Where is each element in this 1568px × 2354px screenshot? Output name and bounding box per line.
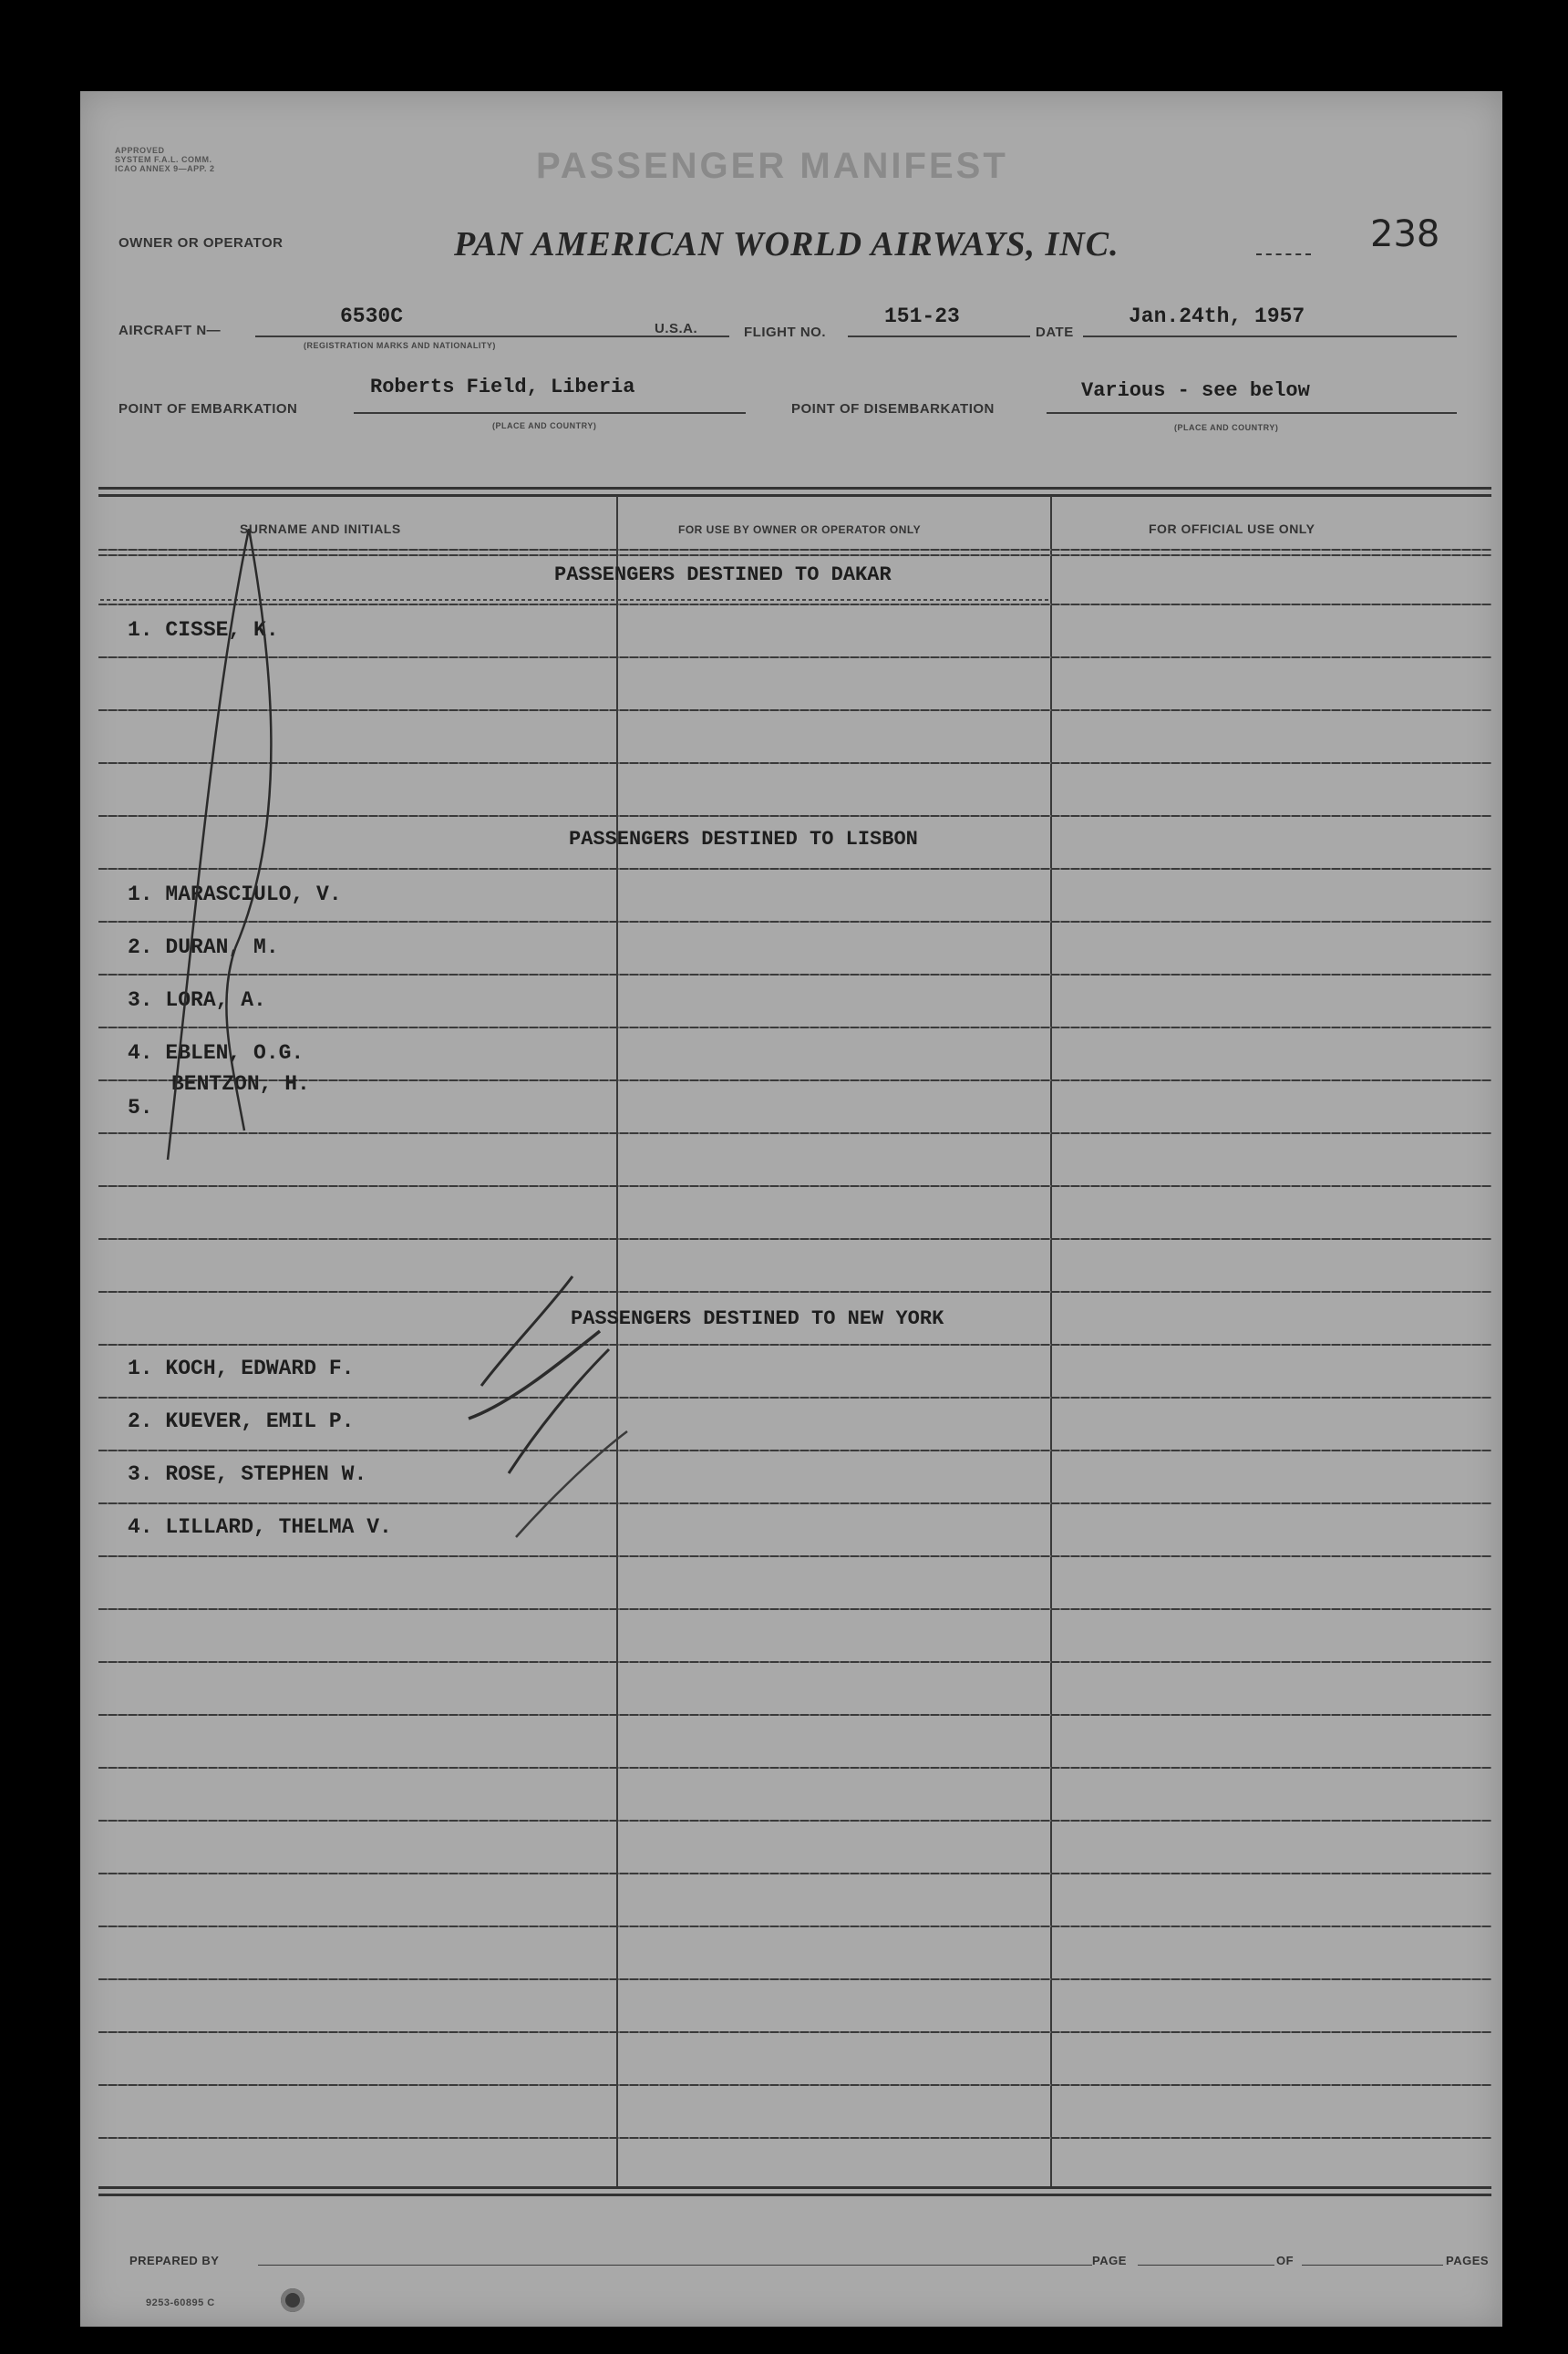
flight-label: FLIGHT NO. [744, 325, 826, 340]
embark-label: POINT OF EMBARKATION [119, 401, 298, 417]
new-york-check-mark-1 [481, 1276, 573, 1386]
of-label: OF [1276, 2254, 1295, 2267]
disembark-label: POINT OF DISEMBARKATION [791, 401, 995, 417]
owner-value: PAN AMERICAN WORLD AIRWAYS, INC. [454, 225, 1119, 263]
approval-line-2: SYSTEM F.A.L. COMM. [115, 155, 212, 164]
of-line [1302, 2265, 1443, 2266]
disembark-value: Various - see below [1081, 379, 1310, 402]
passenger-row: 4. LILLARD, THELMA V. [128, 1515, 392, 1539]
new-york-check-mark-3 [509, 1349, 609, 1473]
passenger-row: 1. KOCH, EDWARD F. [128, 1357, 355, 1380]
pages-label: PAGES [1446, 2254, 1490, 2267]
column-header-official: FOR OFFICIAL USE ONLY [1149, 521, 1315, 536]
section-heading-lisbon: PASSENGERS DESTINED TO LISBON [569, 828, 918, 851]
passenger-row: 1. CISSE, K. [128, 618, 279, 642]
date-value: Jan.24th, 1957 [1129, 305, 1305, 328]
pen-marks [80, 91, 1502, 2327]
aircraft-label: AIRCRAFT N— [119, 323, 222, 338]
form-code: 9253-60895 C [146, 2297, 215, 2308]
date-label: DATE [1036, 325, 1074, 340]
passenger-extra-name: BENTZON, H. [171, 1072, 310, 1096]
new-york-check-mark-4 [516, 1431, 627, 1537]
disembark-caption: (PLACE AND COUNTRY) [1174, 423, 1279, 432]
approval-line-3: ICAO ANNEX 9—APP. 2 [115, 164, 215, 173]
usa-label: U.S.A. [655, 321, 698, 336]
manifest-sheet [80, 91, 1502, 2327]
embark-caption: (PLACE AND COUNTRY) [492, 421, 597, 430]
form-title: PASSENGER MANIFEST [536, 146, 1008, 186]
page-line [1138, 2265, 1274, 2266]
approval-line-1: APPROVED [115, 146, 165, 155]
prepared-by-line [258, 2265, 1092, 2266]
section-heading-dakar: PASSENGERS DESTINED TO DAKAR [554, 563, 892, 586]
section-heading-new-york: PASSENGERS DESTINED TO NEW YORK [571, 1307, 944, 1330]
page-label: PAGE [1092, 2254, 1127, 2267]
table-bottom-rule-1 [98, 2186, 1491, 2189]
passenger-row: 2. DURAN, M. [128, 935, 279, 959]
owner-label: OWNER OR OPERATOR [119, 235, 284, 251]
prepared-by-label: PREPARED BY [129, 2254, 220, 2267]
passenger-row: 1. MARASCIULO, V. [128, 883, 342, 906]
column-header-operator: FOR USE BY OWNER OR OPERATOR ONLY [678, 523, 922, 536]
union-bug-icon [281, 2288, 304, 2312]
passenger-row: 4. EBLEN, O.G. [128, 1041, 304, 1065]
embark-value: Roberts Field, Liberia [370, 376, 635, 398]
table-bottom-rule-2 [98, 2194, 1491, 2196]
page-number: 238 [1370, 213, 1440, 255]
aircraft-caption: (REGISTRATION MARKS AND NATIONALITY) [304, 341, 496, 350]
aircraft-value: 6530C [340, 305, 404, 328]
passenger-row: 3. LORA, A. [128, 988, 266, 1012]
passenger-extra-number: 5. [128, 1096, 153, 1120]
flight-value: 151-23 [884, 305, 960, 328]
passenger-row: 3. ROSE, STEPHEN W. [128, 1462, 367, 1486]
lisbon-bracket-mark [168, 529, 271, 1160]
passenger-row: 2. KUEVER, EMIL P. [128, 1409, 355, 1433]
column-header-surname: SURNAME AND INITIALS [240, 521, 401, 536]
